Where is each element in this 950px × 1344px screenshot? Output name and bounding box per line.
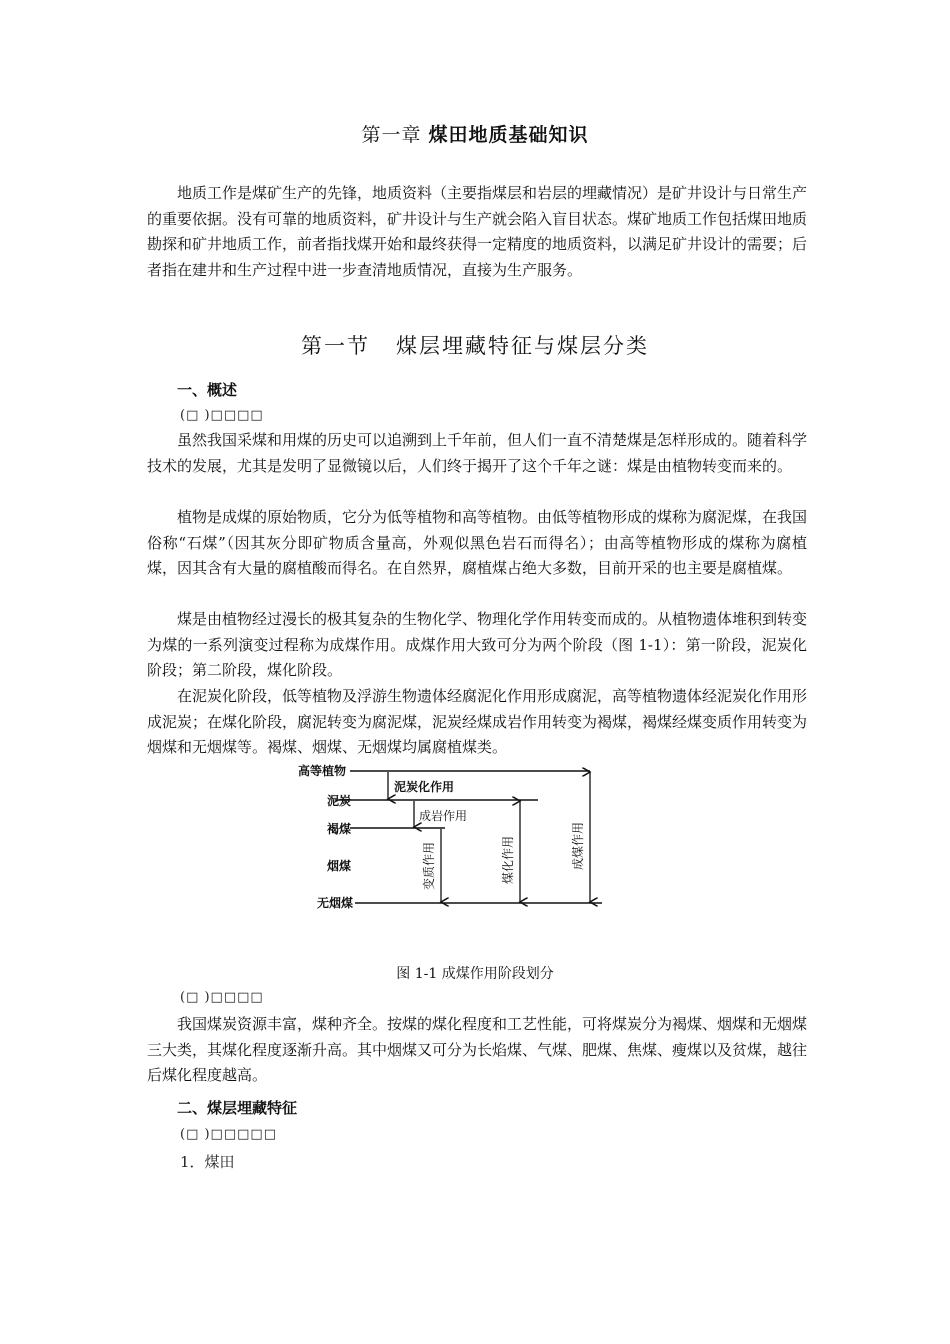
paragraph-coal-forming: 煤是由植物经过漫长的极其复杂的生物化学、物理化学作用转变而成的。从植物遗体堆积到转变为煤的一系列演变过程称为成煤作用。成煤作用大致可分为两个阶段（图 1-1）：第一阶段，泥炭化阶段；第二阶段，煤化阶段。	[147, 610, 808, 679]
label-bituminous: 烟煤	[327, 859, 352, 873]
paragraph-coal-history: 虽然我国采煤和用煤的历史可以追溯到上千年前，但人们一直不清楚煤是怎样形成的。随着科学技术的发展，尤其是发明了显微镜以后，人们终于揭开了这个千年之谜：煤是由植物转变而来的。	[147, 431, 808, 475]
intro-paragraph: 地质工作是煤矿生产的先锋，地质资料（主要指煤层和岩层的埋藏情况）是矿井设计与日常生产的重要依据。没有可靠的地质资料，矿井设计与生产就会陷入盲目状态。煤矿地质工作包括煤田地质勘探和矿井地质工作，前者指找煤开始和最终获得一定精度的地质资料，以满足矿井设计的需要；后者指在建井和生产过程中进一步查清地质情况，直接为生产服务。	[147, 184, 808, 279]
label-coal-forming: 成煤作用	[571, 821, 585, 870]
chapter-title	[0, 120, 950, 147]
subheading-2: (□ )□□□□	[180, 990, 264, 1005]
chapter-name: 煤田地质基础知识	[428, 124, 589, 146]
figure-coal-stages	[290, 760, 620, 920]
subheading-1: (□ )□□□□	[180, 408, 264, 423]
subheading-3: (□ )□□□□□	[180, 1127, 277, 1142]
label-diagenesis: 成岩作用	[419, 809, 468, 823]
label-metamorphism: 变质作用	[422, 841, 436, 890]
section-name: 煤层埋藏特征与煤层分类	[396, 334, 649, 358]
label-coalification: 煤化作用	[501, 835, 515, 884]
label-lignite: 褐煤	[327, 822, 352, 836]
label-higher-plants: 高等植物	[298, 764, 347, 778]
item-coalfield: 1．煤田	[180, 1153, 235, 1171]
label-peat: 泥炭	[327, 794, 352, 808]
paragraph-peat-stage: 在泥炭化阶段，低等植物及浮游生物遗体经腐泥化作用形成腐泥，高等植物遗体经泥炭化作用形成泥炭；在煤化阶段，腐泥转变为腐泥煤，泥炭经煤成岩作用转变为褐煤，褐煤经煤变质作用转变为烟煤和无烟煤等。褐煤、烟煤、无烟煤均属腐植煤类。	[147, 687, 808, 756]
paragraph-coal-types: 我国煤炭资源丰富，煤种齐全。按煤的煤化程度和工艺性能，可将煤炭分为褐煤、烟煤和无烟煤三大类，其煤化程度逐渐升高。其中烟煤又可分为长焰煤、气煤、肥煤、焦煤、瘦煤以及贫煤，越往后煤化程度越高。	[147, 1015, 808, 1084]
label-anthracite: 无烟煤	[317, 896, 354, 910]
heading-overview: 一、概述	[177, 381, 238, 399]
paragraph-plant-origin: 植物是成煤的原始物质，它分为低等植物和高等植物。由低等植物形成的煤称为腐泥煤，在我国俗称“石煤”（因其灰分即矿物质含量高，外观似黑色岩石而得名）；由高等植物形成的煤称为腐植煤，因其含有大量的腐植酸而得名。在自然界，腐植煤占绝大多数，目前开采的也主要是腐植煤。	[147, 508, 808, 577]
section-number: 第一节	[301, 334, 370, 358]
figure-caption: 图 1-1 成煤作用阶段划分	[396, 966, 554, 982]
heading-burial-features: 二、煤层埋藏特征	[177, 1099, 298, 1117]
section-title	[0, 330, 950, 360]
chapter-prefix: 第一章	[361, 124, 422, 146]
label-peatification: 泥炭化作用	[394, 780, 455, 794]
